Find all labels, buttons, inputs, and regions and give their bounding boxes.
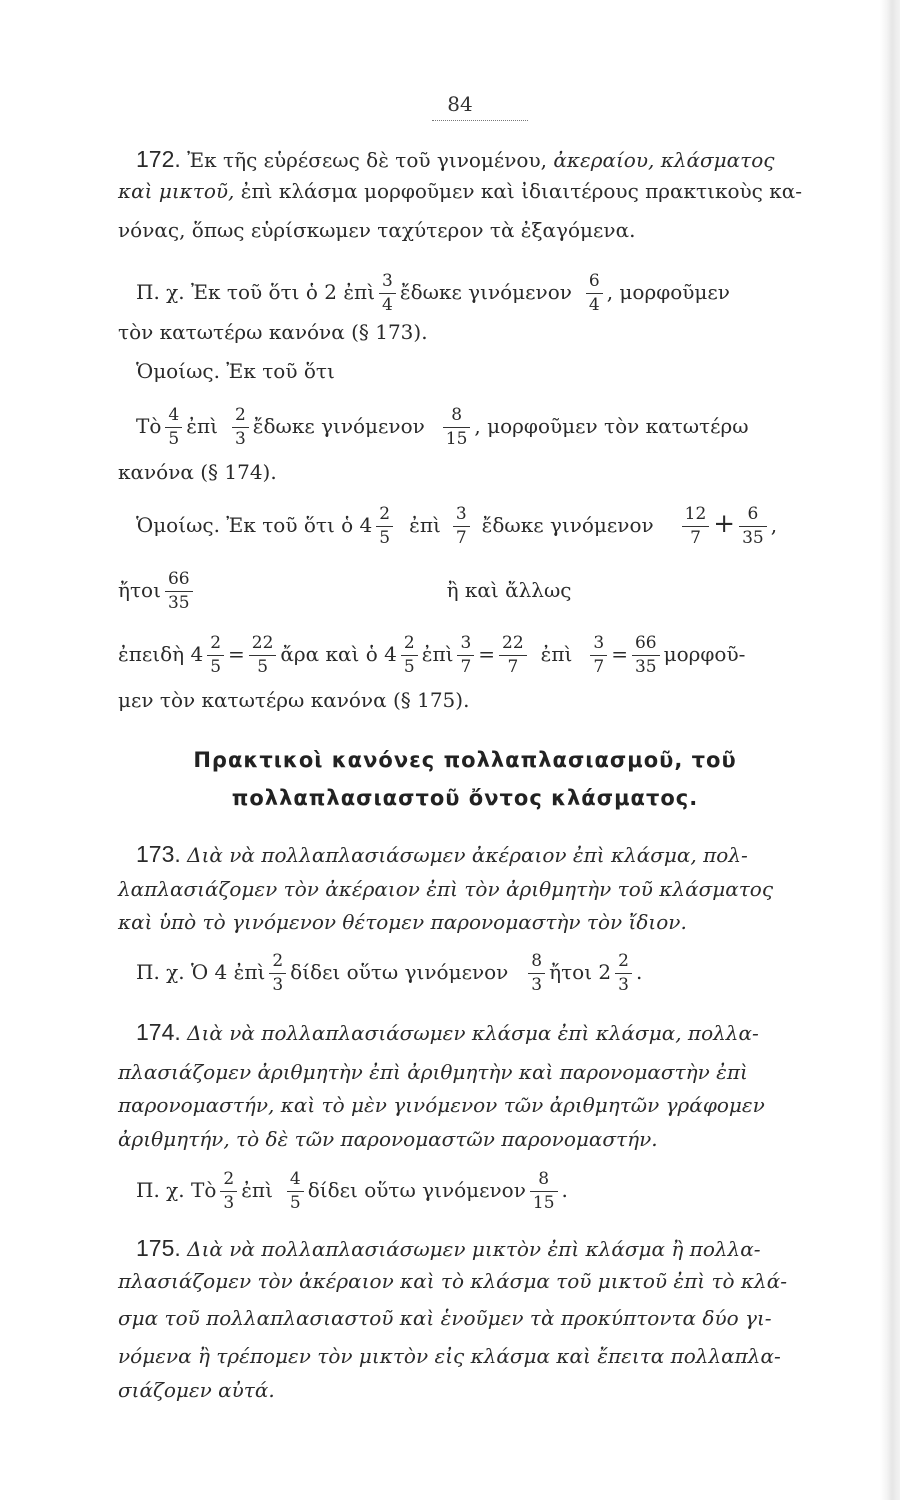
numerator: 3 (590, 635, 607, 656)
section-number: 174. (136, 1019, 181, 1045)
text: ἔδωκε γινόμενον (481, 513, 654, 537)
text-line: καὶ ὑπὸ τὸ γινόμενον θέτομεν παρονομαστὴν τὸν ἴδιον. (118, 910, 687, 934)
text: ἤτοι (118, 578, 161, 602)
text: Ἐκ τῆς εὑρέσεως δὲ τοῦ γινομένου, (180, 148, 554, 172)
fraction (232, 407, 249, 448)
denominator: 7 (593, 657, 605, 677)
numerator: 8 (528, 953, 545, 974)
text-line: ἀριθμητήν, τὸ δὲ τῶν παρονομαστῶν παρονομαστήν. (118, 1127, 658, 1151)
section-number: 175. (136, 1235, 181, 1261)
text-line: Ὁμοίως. Ἐκ τοῦ ὅτι (136, 359, 335, 383)
denominator: 5 (289, 1193, 301, 1213)
text: ἐπὶ (241, 1178, 273, 1202)
text: , μορφοῦμεν τὸν κατωτέρω (474, 414, 749, 438)
denominator: 5 (403, 657, 415, 677)
denominator: 5 (379, 528, 391, 548)
italic-text: καὶ μικτοῦ, (118, 179, 235, 203)
numerator: 22 (249, 635, 277, 656)
text-line: νόμενα ἢ τρέπομεν τὸν μικτὸν εἰς κλάσμα καὶ ἔπειτα πολλαπλα- (118, 1344, 781, 1368)
text: δίδει οὕτω γινόμενον (290, 960, 509, 984)
example-line (136, 396, 749, 456)
text-line: νόνας, ὅπως εὑρίσκωμεν ταχύτερον τὰ ἐξαγόμενα. (118, 218, 636, 242)
numerator: 2 (220, 1171, 237, 1192)
section-number: 172. (136, 146, 181, 172)
text-line (136, 1232, 760, 1264)
text: , μορφοῦμεν (606, 280, 730, 304)
text: μορφοῦ- (663, 642, 746, 666)
denominator: 4 (382, 295, 393, 315)
numerator: 6 (739, 506, 767, 527)
numerator: 2 (615, 953, 632, 974)
fraction (530, 1171, 558, 1212)
text-line (118, 175, 802, 207)
denominator: 35 (167, 593, 190, 613)
numerator: 2 (376, 506, 393, 527)
plus-sign: + (713, 509, 736, 539)
text: Π. χ. Ἐκ τοῦ ὅτι ὁ 2 ἐπὶ (136, 280, 376, 304)
denominator: 35 (634, 657, 657, 677)
page-number: 84 (447, 92, 473, 116)
fraction (443, 407, 471, 448)
example-line (118, 560, 572, 620)
fraction (376, 506, 393, 547)
denominator: 5 (257, 657, 269, 677)
numerator: 6 (586, 273, 603, 294)
text: ἐπὶ (409, 513, 441, 537)
section-heading-line-1: Πρακτικοὶ κανόνες πολλαπλασιασμοῦ, τοῦ (193, 748, 737, 772)
italic-text: Διὰ νὰ πολλαπλασιάσωμεν μικτὸν ἐπὶ κλάσμα ἢ πολλα- (180, 1237, 761, 1261)
denominator: 5 (210, 657, 222, 677)
dotted-rule (432, 120, 528, 121)
numerator: 3 (453, 506, 470, 527)
text-line: κανόνα (§ 174). (118, 460, 277, 484)
fraction (401, 635, 418, 676)
numerator: 4 (165, 407, 182, 428)
equals-sign: = (228, 642, 245, 666)
fraction (586, 273, 603, 314)
italic-text: Διὰ νὰ πολλαπλασιάσωμεν ἀκέραιον ἐπὶ κλάσμα, πολ- (180, 843, 748, 867)
text: ἄρα καὶ ὁ 4 (280, 642, 397, 666)
example-line (136, 262, 730, 322)
section-number: 173. (136, 841, 181, 867)
fraction (220, 1171, 237, 1212)
denominator: 15 (445, 429, 468, 449)
denominator: 3 (272, 975, 284, 995)
text: Τὸ (136, 414, 162, 438)
fraction (249, 635, 277, 676)
fraction (269, 953, 286, 994)
example-line (136, 1160, 568, 1220)
text-line: λαπλασιάζομεν τὸν ἀκέραιον ἐπὶ τὸν ἀριθμητὴν τοῦ κλάσματος (118, 877, 774, 901)
numerator: 8 (530, 1171, 558, 1192)
denominator: 3 (234, 429, 246, 449)
denominator: 7 (455, 528, 467, 548)
numerator: 4 (287, 1171, 304, 1192)
equals-sign: = (611, 642, 628, 666)
text: . (561, 1178, 568, 1202)
example-line (136, 494, 777, 554)
text: ἐπὶ (421, 642, 454, 666)
numerator: 8 (443, 407, 471, 428)
text: ἐπειδὴ 4 (118, 642, 204, 666)
denominator: 35 (742, 528, 764, 548)
text: ἔδωκε γινόμενον (252, 414, 425, 438)
fraction (632, 635, 660, 676)
denominator: 3 (223, 1193, 235, 1213)
fraction (207, 635, 224, 676)
text: Ὁμοίως. Ἐκ τοῦ ὅτι ὁ 4 (136, 513, 373, 537)
numerator: 22 (499, 635, 527, 656)
numerator: 2 (207, 635, 224, 656)
numerator: 2 (232, 407, 249, 428)
numerator: 66 (165, 571, 193, 592)
denominator: 5 (168, 429, 180, 449)
numerator: 3 (457, 635, 474, 656)
fraction (682, 506, 710, 547)
denominator: 7 (460, 657, 472, 677)
equals-sign: = (478, 642, 496, 666)
numerator: 3 (379, 273, 396, 294)
text: ἐπὶ (186, 414, 218, 438)
text-line: σιάζομεν αὐτά. (118, 1378, 275, 1402)
fraction (453, 506, 470, 547)
example-line (136, 942, 642, 1002)
text-line: παρονομαστήν, καὶ τὸ μὲν γινόμενον τῶν ἀριθμητῶν γράφομεν (118, 1093, 765, 1117)
denominator: 3 (531, 975, 543, 995)
fraction (165, 407, 182, 448)
denominator: 7 (690, 528, 701, 548)
text: ἔδωκε γινόμενον (399, 280, 572, 304)
italic-text: ἀκεραίου, κλάσματος (553, 148, 775, 172)
text: . (635, 960, 643, 984)
example-line (118, 624, 745, 684)
fraction (615, 953, 632, 994)
denominator: 7 (507, 657, 519, 677)
numerator: 12 (682, 506, 710, 527)
numerator: 2 (401, 635, 418, 656)
text-line (136, 1016, 759, 1048)
text: Π. χ. Ὁ 4 ἐπὶ (136, 960, 266, 984)
numerator: 2 (269, 953, 286, 974)
fraction (379, 273, 396, 314)
denominator: 4 (588, 295, 600, 315)
text-line: πλασιάζομεν ἀριθμητὴν ἐπὶ ἀριθμητὴν καὶ παρονομαστὴν ἐπὶ (118, 1060, 748, 1084)
text-line (136, 838, 748, 870)
fraction (528, 953, 545, 994)
text-line (136, 143, 774, 175)
text-line: σμα τοῦ πολλαπλασιαστοῦ καὶ ἑνοῦμεν τὰ προκύπτοντα δύο γι- (118, 1306, 772, 1330)
text: ἢ καὶ ἄλλως (446, 578, 572, 602)
fraction (590, 635, 607, 676)
fraction (499, 635, 527, 676)
text-line: μεν τὸν κατωτέρω κανόνα (§ 175). (118, 688, 470, 712)
section-heading-line-2: πολλαπλασιαστοῦ ὄντος κλάσματος. (231, 786, 699, 810)
text-line: τὸν κατωτέρω κανόνα (§ 173). (118, 320, 428, 344)
text: ἤτοι 2 (549, 960, 612, 984)
text: δίδει οὕτω γινόμενον (307, 1178, 526, 1202)
fraction (287, 1171, 304, 1212)
text: , (770, 513, 778, 537)
text: ἐπὶ κλάσμα μορφοῦμεν καὶ ἰδιαιτέρους πρακτικοὺς κα- (234, 179, 802, 203)
text: ἐπὶ (540, 642, 573, 666)
denominator: 15 (532, 1193, 555, 1213)
denominator: 3 (618, 975, 629, 995)
text: Π. χ. Τὸ (136, 1178, 217, 1202)
italic-text: Διὰ νὰ πολλαπλασιάσωμεν κλάσμα ἐπὶ κλάσμα, πολλα- (180, 1021, 759, 1045)
text-line: πλασιάζομεν τὸν ἀκέραιον καὶ τὸ κλάσμα τοῦ μικτοῦ ἐπὶ τὸ κλά- (118, 1269, 787, 1293)
fraction (165, 571, 193, 612)
fraction (457, 635, 474, 676)
numerator: 66 (632, 635, 660, 656)
fraction (739, 506, 767, 547)
